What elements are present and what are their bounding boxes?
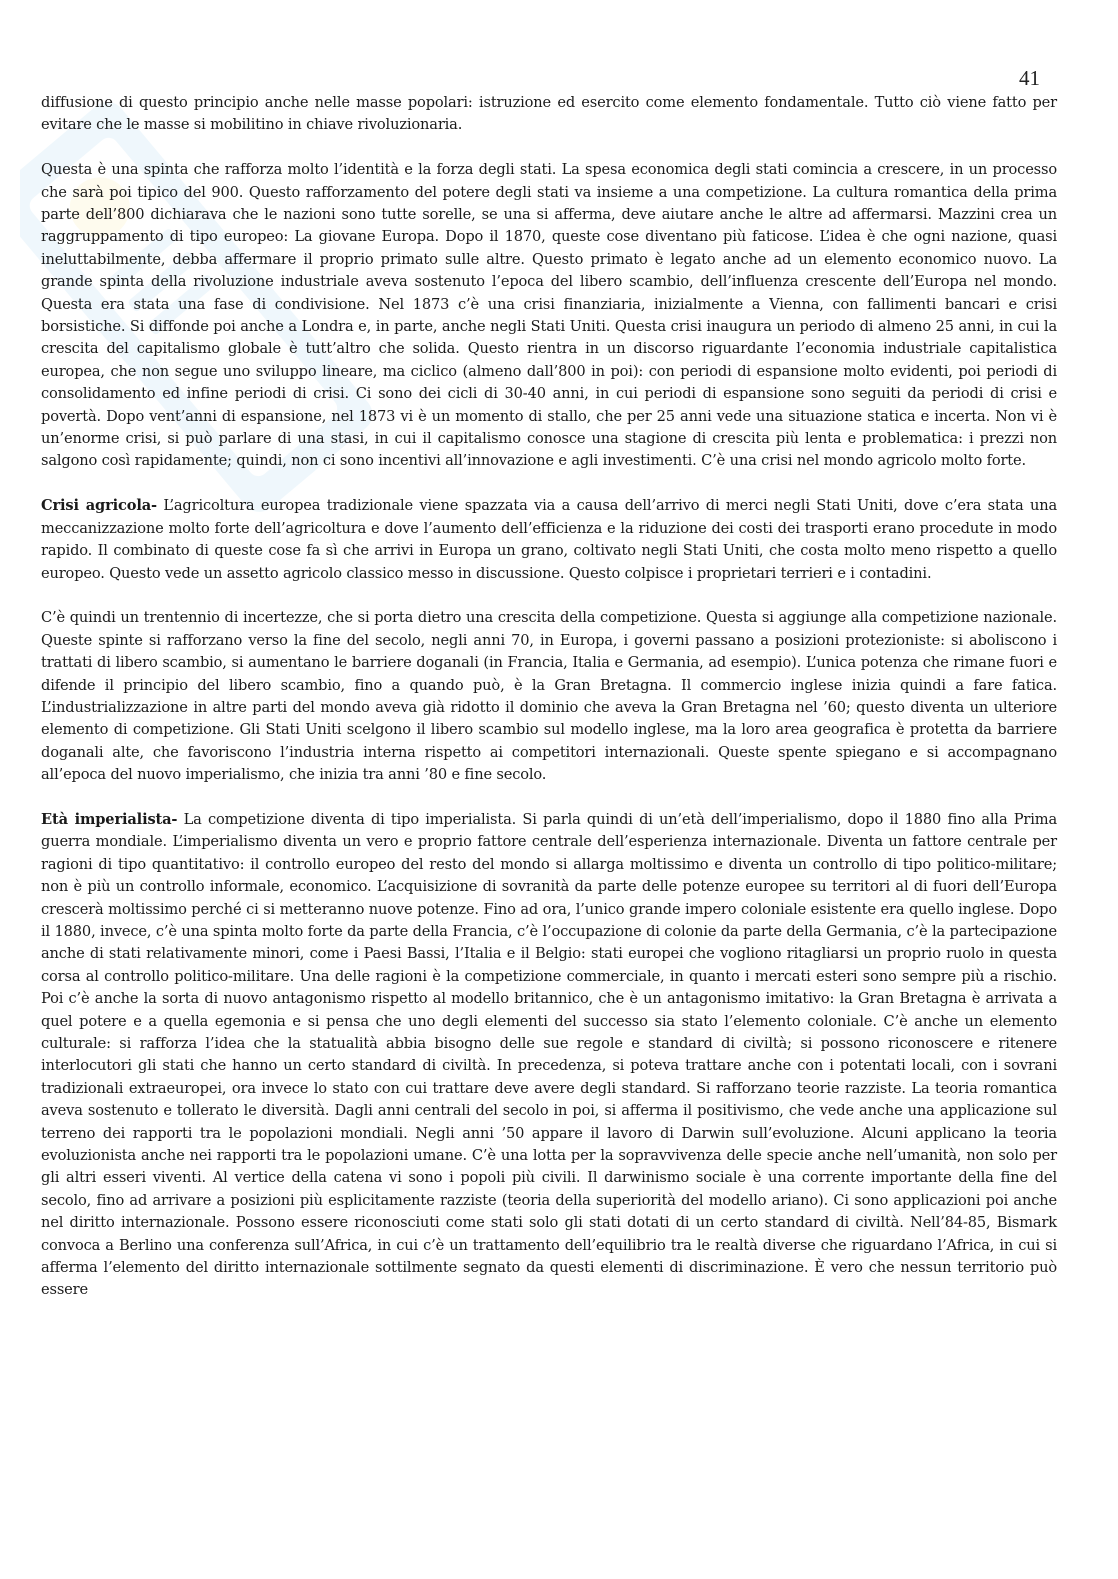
paragraph-text: Questa è una spinta che rafforza molto l’identità e la forza degli stati. La spesa economica degli stati comincia a crescere, in un processo che sarà poi tipico del 900. Questo rafforzamento del potere degli stati va insieme a una competizione. La cultura romantica della prima parte dell’800 dichiarava che le nazioni sono tutte sorelle, se una si afferma, deve aiutare anche le altre ad affermarsi. Mazzini crea un raggruppamento di tipo europeo: La giovane Europa. Dopo il 1870, queste cose diventano più faticose. L’idea è che ogni nazione, quasi ineluttabilmente, debba affermare il proprio primato sulle altre. Questo primato è legato anche ad un elemento economico nuovo. La grande spinta della rivoluzione industriale aveva sostenuto l’epoca del libero scambio, dell’influenza crescente dell’Europa nel mondo. Questa era stata una fase di condivisione. Nel 1873 c’è una crisi finanziaria, inizialmente a Vienna, con fallimenti bancari e crisi borsistiche. Si diffonde poi anche a Londra e, in parte, anche negli Stati Uniti. Questa crisi inaugura un periodo di almeno 25 anni, in cui la crescita del capitalismo globale è tutt’altro che solida. Questo rientra in un discorso riguardante l’economia industriale capitalistica europea, che non segue uno sviluppo lineare, ma ciclico (almeno dall’800 in poi): con periodi di espansione molto evidenti, poi periodi di consolidamento ed infine periodi di crisi. Ci sono dei cicli di 30-40 anni, in cui periodi di espansione sono seguiti da periodi di crisi e povertà. Dopo vent’anni di espansione, nel 1873 vi è un momento di stallo, che per 25 anni vede una situazione statica e incerta. Non vi è un’enorme crisi, si può parlare di una stasi, in cui il capitalismo conosce una stagione di crescita più lenta e problematica: i prezzi non salgono così rapidamente; quindi, non ci sono incentivi all’innovazione e agli investimenti. C’è una crisi nel mondo agricolo molto forte. xyxy=(41,161,1057,470)
paragraph-states-competition xyxy=(41,159,1057,473)
page-number: 41 xyxy=(1019,66,1040,90)
paragraph-agricultural-crisis xyxy=(41,495,1057,585)
paragraph-text: C’è quindi un trentennio di incertezze, che si porta dietro una crescita della competizione. Questa si aggiunge alla competizione nazionale. Queste spinte si rafforzano verso la fine del secolo, negli anni 70, in Europa, i governi passano a posizioni protezioniste: si aboliscono i trattati di libero scambio, si aumentano le barriere doganali (in Francia, Italia e Germania, ad esempio). L’unica potenza che rimane fuori e difende il principio del libero scambio, fino a quando può, è la Gran Bretagna. Il commercio inglese inizia quindi a fare fatica. L’industrializzazione in altre parti del mondo aveva già ridotto il dominio che aveva la Gran Bretagna nel ’60; questo diventa un ulteriore elemento di competizione. Gli Stati Uniti scelgono il libero scambio sul modello inglese, ma la loro area geografica è protetta da barriere doganali alte, che favoriscono l’industria interna rispetto ai competitori internazionali. Queste spente spiegano e si accompagnano all’epoca del nuovo imperialismo, che inizia tra anni ’80 e fine secolo. xyxy=(41,609,1057,784)
paragraph-intro-continuation xyxy=(41,92,1057,137)
paragraph-imperialist-age xyxy=(41,809,1057,1302)
section-heading-crisi-agricola: Crisi agricola- xyxy=(41,497,157,515)
section-heading-eta-imperialista: Età imperialista- xyxy=(41,810,178,828)
document-body xyxy=(41,92,1057,1324)
paragraph-text: diffusione di questo principio anche nelle masse popolari: istruzione ed esercito come elemento fondamentale. Tutto ciò viene fatto per evitare che le masse si mobilitino in chiave rivoluzionaria. xyxy=(41,94,1057,134)
paragraph-text: L’agricoltura europea tradizionale viene spazzata via a causa dell’arrivo di merci negli Stati Uniti, dove c’era stata una meccanizzazione molto forte dell’agricoltura e dove l’aumento dell’efficienza e la riduzione dei costi dei trasporti erano procedute in modo rapido. Il combinato di queste cose fa sì che arrivi in Europa un grano, coltivato negli Stati Uniti, che costa molto meno rispetto a quello europeo. Questo vede un assetto agricolo classico messo in discussione. Questo colpisce i proprietari terrieri e i contadini. xyxy=(41,497,1057,582)
paragraph-protectionism xyxy=(41,607,1057,786)
paragraph-text: La competizione diventa di tipo imperialista. Si parla quindi di un’età dell’imperialismo, dopo il 1880 fino alla Prima guerra mondiale. L’imperialismo diventa un vero e proprio fattore centrale dell’esperienza internazionale. Diventa un fattore centrale per ragioni di tipo quantitativo: il controllo europeo del resto del mondo si allarga moltissimo e diventa un controllo di tipo politico-militare; non è più un controllo informale, economico. L’acquisizione di sovranità da parte delle potenze europee su territori al di fuori dell’Europa crescerà moltissimo perché ci si metteranno nuove potenze. Fino ad ora, l’unico grande impero coloniale esistente era quello inglese. Dopo il 1880, invece, c’è una spinta molto forte da parte della Francia, c’è l’occupazione di colonie da parte della Germania, c’è la partecipazione anche di stati relativamente minori, come i Paesi Bassi, l’Italia e il Belgio: stati europei che vogliono ritagliarsi un proprio ruolo in questa corsa al controllo politico-militare. Una delle ragioni è la competizione commerciale, in quanto i mercati esteri sono sempre più a rischio. Poi c’è anche la sorta di nuovo antagonismo rispetto al modello britannico, che è un antagonismo imitativo: la Gran Bretagna è arrivata a quel potere e a quella egemonia e si pensa che uno degli elementi del successo sia stato l’elemento coloniale. C’è anche un elemento culturale: si rafforza l’idea che la statualità abbia bisogno delle sue regole e standard di civiltà; si possono riconoscere e ritenere interlocutori gli stati che hanno un certo standard di civiltà. In precedenza, si poteva trattare anche con i potentati locali, con i sovrani tradizionali extraeuropei, ora invece lo stato con cui trattare deve avere degli standard. Si rafforzano teorie razziste. La teoria romantica aveva sostenuto e tollerato le diversità. Dagli anni centrali del secolo in poi, si afferma il positivismo, che vede anche una applicazione sul terreno dei rapporti tra le popolazioni mondiali. Negli anni ’50 appare il lavoro di Darwin sull’evoluzione. Alcuni applicano la teoria evoluzionista anche nei rapporti tra le popolazioni umane. C’è una lotta per la sopravvivenza delle specie anche nell’umanità, non solo per gli altri esseri viventi. Al vertice della catena vi sono i popoli più civili. Il darwinismo sociale è una corrente importante della fine del secolo, fino ad arrivare a posizioni più esplicitamente razziste (teoria della superiorità del modello ariano). Ci sono applicazioni poi anche nel diritto internazionale. Possono essere riconosciuti come stati solo gli stati dotati di un certo standard di civiltà. Nell’84-85, Bismark convoca a Berlino una conferenza sull’Africa, in cui c’è un trattamento dell’equilibrio tra le realtà diverse che riguardano l’Africa, in cui si afferma l’elemento del diritto internazionale sottilmente segnato da questi elementi di discriminazione. È vero che nessun territorio può essere xyxy=(41,810,1057,1299)
